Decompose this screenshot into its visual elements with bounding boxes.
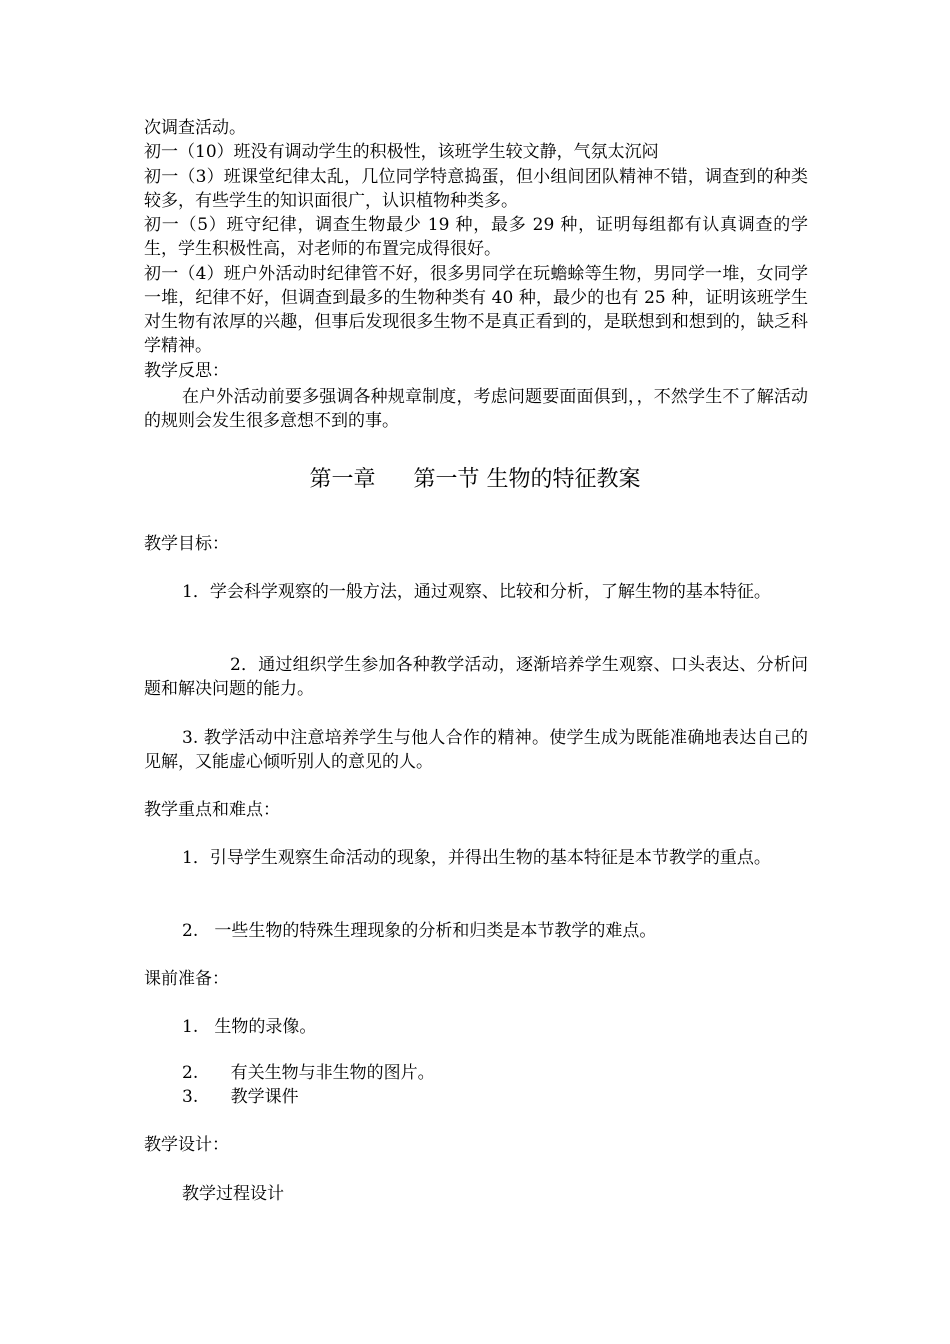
key-point-item-2: 2. 一些生物的特殊生理现象的分析和归类是本节教学的难点。	[182, 921, 657, 941]
paragraph-class-3: 初一（3）班课堂纪律太乱，几位同学特意捣蛋，但小组间团队精神不错，调查到的种类较多，有些学生的知识面很广，认识植物种类多。	[144, 167, 808, 211]
preparation-heading: 课前准备：	[144, 969, 229, 989]
paragraph-class-10: 初一（10）班没有调动学生的积极性，该班学生较文静，气氛太沉闷	[144, 142, 659, 162]
reflection-heading: 教学反思：	[144, 361, 229, 381]
paragraph-activity-end: 次调查活动。	[144, 118, 246, 138]
objective-item-3: 3. 教学活动中注意培养学生与他人合作的精神。使学生成为既能准确地表达自己的见解，又能虚心倾听别人的意见的人。	[144, 728, 808, 772]
chapter-label: 第一章	[309, 467, 376, 492]
section-label: 第一节 生物的特征教案	[413, 467, 641, 492]
objectives-heading: 教学目标：	[144, 534, 229, 554]
design-subheading: 教学过程设计	[182, 1184, 284, 1204]
design-heading: 教学设计：	[144, 1135, 229, 1155]
page-title	[0, 465, 950, 495]
objective-item-2: 2．通过组织学生参加各种教学活动，逐渐培养学生观察、口头表达、分析问题和解决问题的能力。	[144, 655, 808, 699]
objective-item-1: 1．学会科学观察的一般方法，通过观察、比较和分析，了解生物的基本特征。	[182, 582, 771, 602]
preparation-item-3: 3. 教学课件	[182, 1087, 299, 1107]
key-point-item-1: 1．引导学生观察生命活动的现象，并得出生物的基本特征是本节教学的重点。	[182, 848, 771, 868]
reflection-text: 在户外活动前要多强调各种规章制度，考虑问题要面面俱到，，不然学生不了解活动的规则会发生很多意想不到的事。	[144, 387, 808, 431]
key-points-heading: 教学重点和难点：	[144, 800, 280, 820]
preparation-item-2: 2. 有关生物与非生物的图片。	[182, 1063, 435, 1083]
paragraph-class-5: 初一（5）班守纪律，调查生物最少 19 种，最多 29 种，证明每组都有认真调查的学生，学生积极性高，对老师的布置完成得很好。	[144, 215, 808, 259]
preparation-item-1: 1. 生物的录像。	[182, 1017, 317, 1037]
paragraph-class-4: 初一（4）班户外活动时纪律管不好，很多男同学在玩蟾蜍等生物，男同学一堆，女同学一堆，纪律不好，但调查到最多的生物种类有 40 种，最少的也有 25 种，证明该班学生对生物有浓厚的兴趣，但事后发现很多生物不是真正看到的，是联想到和想到的，缺乏科学精神。	[144, 264, 808, 356]
